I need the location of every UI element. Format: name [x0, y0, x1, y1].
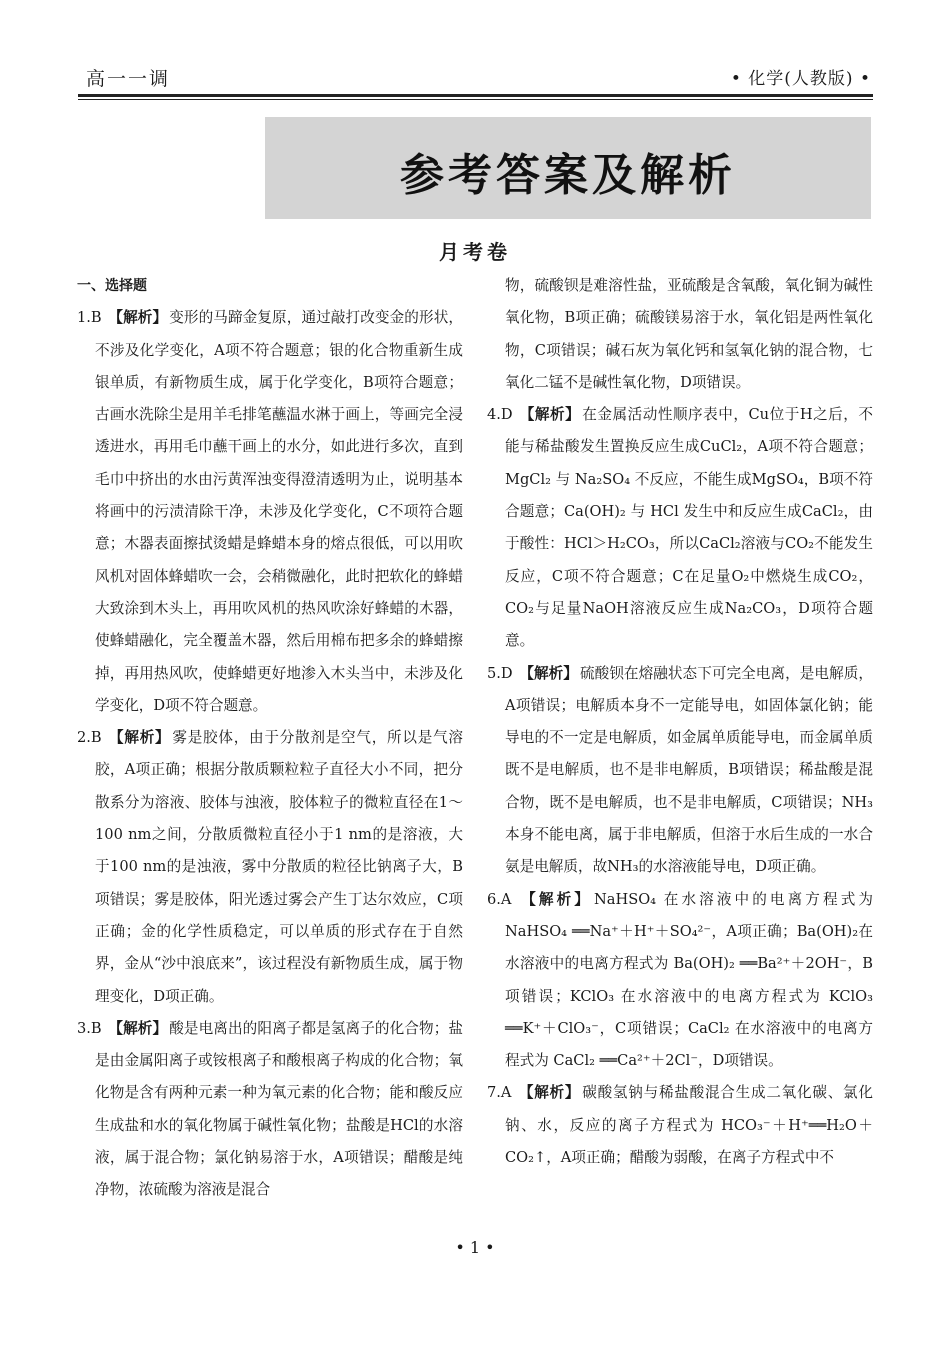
title-banner	[265, 117, 871, 219]
header-rule-thin	[78, 99, 873, 100]
header-rule-thick	[78, 94, 873, 97]
answer-text: NaHSO₄ 在水溶液中的电离方程式为 NaHSO₄ ══Na⁺＋H⁺＋SO₄²⁻，A项正确；Ba(OH)₂在水溶液中的电离方程式为 Ba(OH)₂ ══Ba²⁺＋2OH⁻，B项错误；KClO₃ 在水溶液中的电离方程式为 KClO₃ ══K⁺＋ClO₃⁻，C项错误；CaCl₂ 在水溶液中的电离方程式为 CaCl₂ ══Ca²⁺＋2Cl⁻，D项错误。	[505, 890, 873, 1070]
answer-item	[77, 1013, 463, 1207]
answer-item	[487, 658, 873, 884]
answer-text: 碳酸氢钠与稀盐酸混合生成二氧化碳、氯化钠、水，反应的离子方程式为 HCO₃⁻＋H⁺══H₂O＋CO₂↑，A项正确；醋酸为弱酸，在离子方程式中不	[505, 1084, 873, 1167]
answer-text: 硫酸钡在熔融状态下可完全电离，是电解质，A项错误；电解质本身不一定能导电，如固体氯化钠；能导电的不一定是电解质，如金属单质能导电，而金属单质既不是电解质，也不是非电解质，B项错误；稀盐酸是混合物，既不是电解质，也不是非电解质，C项错误；NH₃本身不能电离，属于非电解质，但溶于水后生成的一水合氨是电解质，故NH₃的水溶液能导电，D项正确。	[505, 664, 873, 876]
page-title: 参考答案及解析	[400, 150, 736, 201]
question-number: 2.B	[77, 729, 102, 747]
question-number: 6.A	[487, 890, 512, 908]
analysis-tag: 【解析】	[518, 1084, 581, 1102]
page-header	[78, 62, 873, 92]
page-number: • 1 •	[455, 1238, 495, 1257]
header-subject: • 化学(人教版) •	[730, 69, 871, 89]
analysis-tag: 【解析】	[108, 1019, 168, 1037]
answer-text: 酸是电离出的阳离子都是氢离子的化合物；盐是由金属阳离子或铵根离子和酸根离子构成的化合物；氧化物是含有两种元素一种为氧元素的化合物；能和酸反应生成盐和水的氧化物属于碱性氧化物；盐酸是HCl的水溶液，属于混合物；氯化钠易溶于水，A项错误；醋酸是纯净物，浓硫酸为溶液是混合	[95, 1019, 463, 1199]
section-title: 一、选择题	[77, 278, 147, 294]
answer-item	[487, 884, 873, 1078]
answer-text: 在金属活动性顺序表中，Cu位于H之后，不能与稀盐酸发生置换反应生成CuCl₂，A项不符合题意；MgCl₂ 与 Na₂SO₄ 不反应，不能生成MgSO₄，B项不符合题意；Ca(OH)₂ 与 HCl 发生中和反应生成CaCl₂，由于酸性：HCl＞H₂CO₃，所以CaCl₂溶液与CO₂不能发生反应，C项不符合题意；C在足量O₂中燃烧生成CO₂，CO₂与足量NaOH溶液反应生成Na₂CO₃，D项符合题意。	[505, 406, 874, 650]
analysis-tag: 【解析】	[519, 406, 581, 424]
right-column	[487, 270, 873, 1174]
left-column	[77, 270, 463, 1207]
analysis-tag: 【解析】	[519, 664, 578, 682]
question-number: 5.D	[487, 664, 513, 682]
answer-item	[77, 302, 463, 722]
exam-subtitle: 月考卷	[439, 240, 511, 264]
header-grade: 高一一调	[86, 68, 171, 90]
answer-continuation: 物，硫酸钡是难溶性盐，亚硫酸是含氧酸，氧化铜为碱性氧化物，B项正确；硫酸镁易溶于水，氧化铝是两性氧化物，C项错误；碱石灰为氧化钙和氢氧化钠的混合物，七氧化二锰不是碱性氧化物，D项错误。	[505, 277, 873, 391]
answer-item	[487, 1077, 873, 1174]
answer-item	[77, 722, 463, 1013]
answer-item	[487, 399, 873, 657]
question-number: 3.B	[77, 1019, 102, 1037]
analysis-tag: 【解析】	[108, 309, 168, 327]
question-number: 7.A	[487, 1084, 512, 1102]
analysis-tag: 【解析】	[521, 890, 592, 908]
answer-text: 变形的马蹄金复原，通过敲打改变金的形状，不涉及化学变化，A项不符合题意；银的化合物重新生成银单质，有新物质生成，属于化学变化，B项符合题意；古画水洗除尘是用羊毛排笔蘸温水淋于画上，等画完全浸透进水，再用毛巾蘸干画上的水分，如此进行多次，直到毛巾中挤出的水由污黄浑浊变得澄清透明为止，说明基本将画中的污渍清除干净，未涉及化学变化，C不项符合题意；木器表面擦拭烫蜡是蜂蜡本身的熔点很低，可以用吹风机对固体蜂蜡吹一会，会稍微融化，此时把软化的蜂蜡大致涂到木头上，再用吹风机的热风吹涂好蜂蜡的木器，使蜂蜡融化，完全覆盖木器，然后用棉布把多余的蜂蜡擦掉，再用热风吹，使蜂蜡更好地渗入木头当中，未涉及化学变化，D项不符合题意。	[95, 309, 463, 714]
question-number: 1.B	[77, 309, 102, 327]
answer-text: 雾是胶体，由于分散剂是空气，所以是气溶胶，A项正确；根据分散质颗粒粒子直径大小不同，把分散系分为溶液、胶体与浊液，胶体粒子的微粒直径在1～100 nm之间，分散质微粒直径小于1 nm的是溶液，大于100 nm的是浊液，雾中分散质的粒径比钠离子大，B项错误；雾是胶体，阳光透过雾会产生丁达尔效应，C项正确；金的化学性质稳定，可以单质的形式存在于自然界，金从“沙中浪底来”，该过程没有新物质生成，属于物理变化，D项正确。	[95, 729, 463, 1005]
question-number: 4.D	[487, 406, 513, 424]
analysis-tag: 【解析】	[109, 729, 171, 747]
